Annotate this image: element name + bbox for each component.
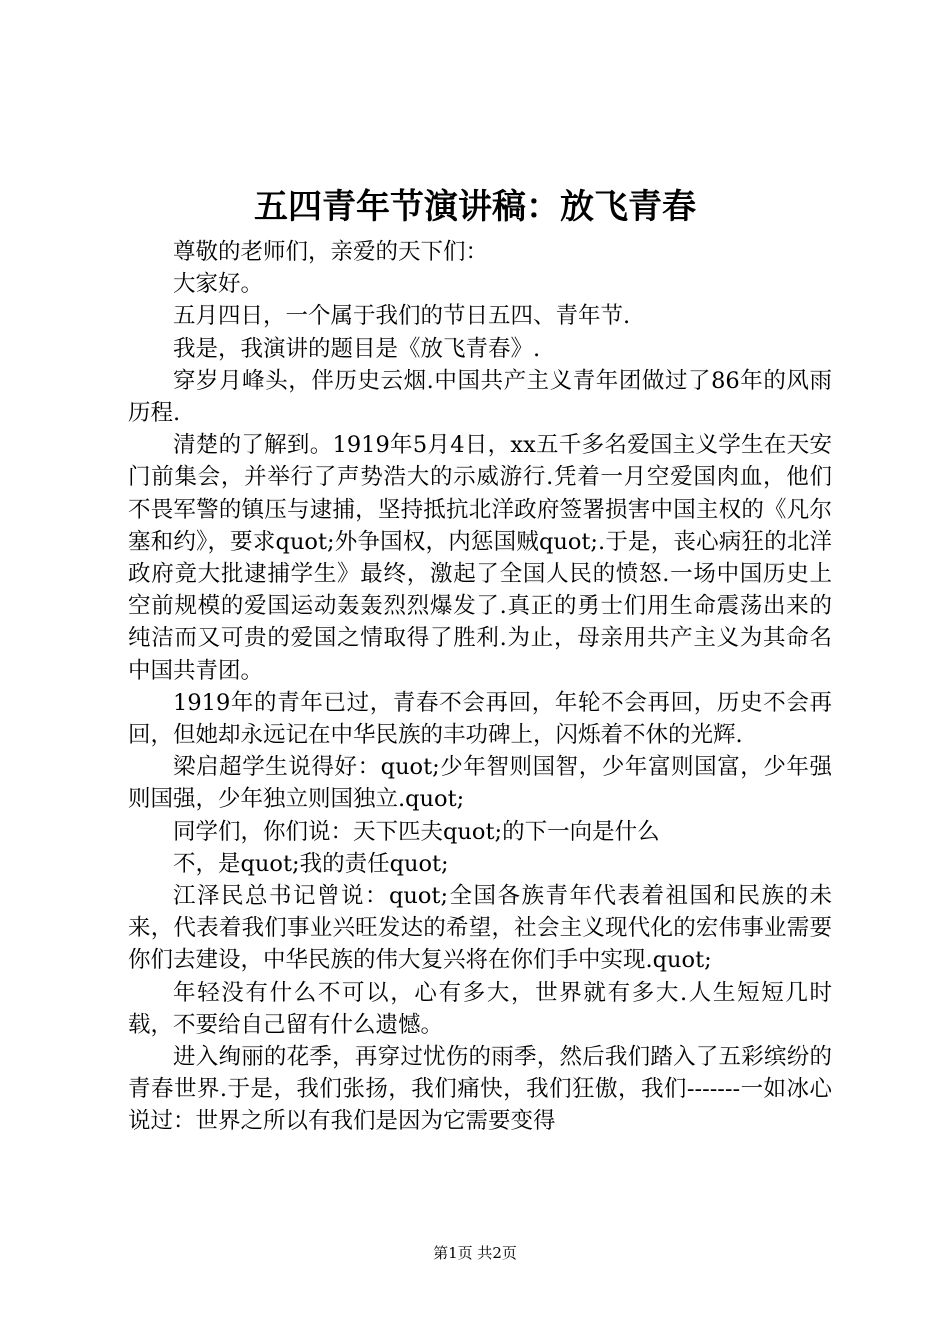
page-number-footer: 第1页 共2页: [433, 1244, 517, 1262]
paragraph: 同学们，你们说：天下匹夫quot;的下一向是什么: [173, 818, 660, 845]
paragraph: 五月四日，一个属于我们的节日五四、青年节.: [173, 303, 631, 330]
paragraph: 1919年的青年已过，青春不会再回，年轮不会再回，历史不会再回，但她却永远记在中华民族的丰功碑上，闪烁着不休的光辉.: [128, 689, 832, 749]
paragraph: 进入绚丽的花季，再穿过忧伤的雨季，然后我们踏入了五彩缤纷的青春世界.于是，我们张扬，我们痛快，我们狂傲，我们-------一如冰心说过：世界之所以有我们是因为它需要变得: [128, 1044, 832, 1135]
paragraph: 清楚的了解到。1919年5月4日，xx五千多名爱国主义学生在天安门前集会，并举行了声势浩大的示威游行.凭着一月空爱国肉血，他们不畏军警的镇压与逮捕，坚持抵抗北洋政府签署损害中国主权的《凡尔塞和约》，要求quot;外争国权，内惩国贼quot;.于是，丧心病狂的北洋政府竟大批逮捕学生》最终，激起了全国人民的愤怒.一场中国历史上空前规模的爱国运动轰轰烈烈爆发了.真正的勇士们用生命震荡出来的纯洁而又可贵的爱国之情取得了胜利.为止，母亲用共产主义为其命名中国共青团。: [128, 432, 832, 684]
paragraph: 江泽民总书记曾说：quot;全国各族青年代表着祖国和民族的未来，代表着我们事业兴旺发达的希望，社会主义现代化的宏伟事业需要你们去建设，中华民族的伟大复兴将在你们手中实现.quot;: [128, 883, 832, 974]
paragraph: 不，是quot;我的责任quot;: [173, 850, 449, 877]
paragraph-salutation: 尊敬的老师们，亲爱的天下们：: [173, 239, 489, 265]
document-body: [128, 236, 832, 1138]
document-title: 五四青年节演讲稿：放飞青春: [254, 187, 696, 227]
paragraph: 年轻没有什么不可以，心有多大，世界就有多大.人生短短几时载，不要给自己留有什么遗憾。: [128, 979, 832, 1038]
paragraph: 我是，我演讲的题目是《放飞青春》.: [173, 335, 541, 362]
paragraph: 穿岁月峰头，伴历史云烟.中国共产主义青年团做过了86年的风雨历程.: [128, 367, 832, 427]
paragraph: 梁启超学生说得好：quot;少年智则国智，少年富则国富，少年强则国强，少年独立则国独立.quot;: [128, 754, 832, 813]
paragraph-greeting: 大家好。: [173, 271, 264, 298]
